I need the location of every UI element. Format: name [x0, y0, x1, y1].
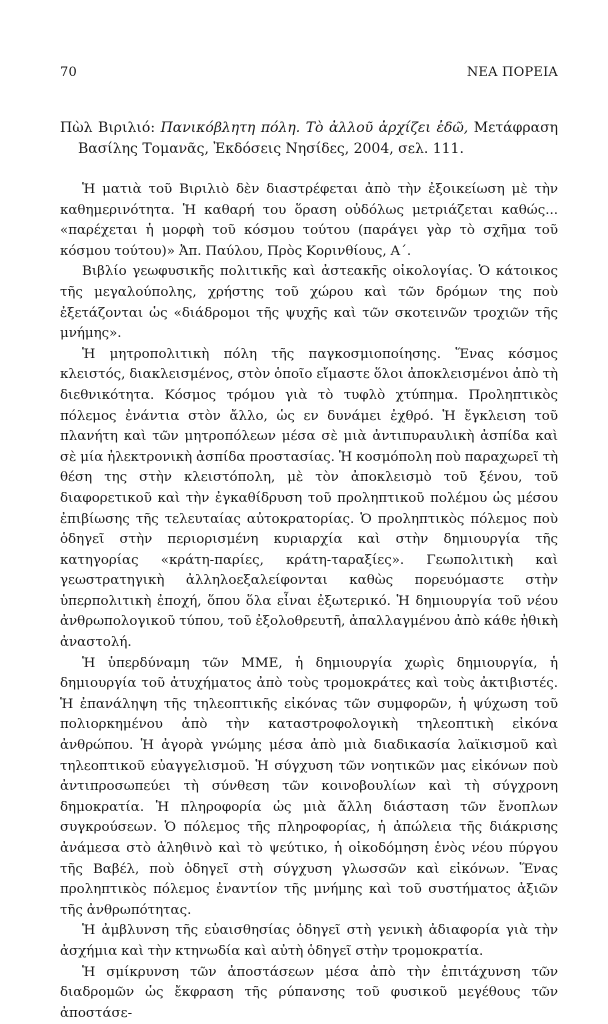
- paragraph-3: Ἡ μητροπολιτικὴ πόλη τῆς παγκοσμιοποίησης. Ἕνας κόσμος κλειστός, διακλεισμένος, στὸν ὁποῖο εἴμαστε ὅλοι ἀποκλεισμένοι ἀπὸ τὴ διεθνικότητα. Κόσμος τρόμου γιὰ τὸ τυφλὸ χτύπημα. Προληπτικὸς πόλεμος ἐνάντια στὸν ἄλλο, ὡς εν δυνάμει ἐχθρό. Ἡ ἔγκλειση τοῦ πλανήτη καὶ τῶν μητροπόλεων μέσα σὲ μιὰ ἀντιπυραυλικὴ ἀσπίδα καὶ σὲ μία ἠλεκτρονικὴ ἀσπίδα προστασίας. Ἡ κοσμόπολη ποὺ παραχωρεῖ τὴ θέση της στὴν κλειστόπολη, μὲ τὸν ἀποκλεισμὸ τοῦ ξένου, τοῦ διαφορετικοῦ καὶ τὴν ἐγκαθίδρυση τοῦ προληπτικοῦ πολέμου ὡς μέσου ἐπιβίωσης τῆς τελευταίας αὐτοκρατορίας. Ὁ προληπτικὸς πόλεμος ποὺ ὁδηγεῖ στὴν περιορισμένη κυριαρχία καὶ στὴν δημιουργία τῆς κατηγορίας «κράτη-παρίες, κράτη-ταραξίες». Γεωπολιτικὴ καὶ γεωστρατηγικὴ ἀλληλοεξαλείφονται καθὼς πορευόμαστε στὴν ὑπερπολιτικὴ ἐποχή, ὅπου ὅλα εἶναι ἐξωτερικό. Ἡ δημιουργία τοῦ νέου ἀνθρωπολογικοῦ τύπου, τοῦ ἐξολοθρευτῆ, ἀπαλλαγμένου ἀπὸ κάθε ἠθικὴ ἀναστολή.: [60, 346, 558, 651]
- book-page: [60, 64, 558, 1024]
- book-citation: [60, 118, 558, 160]
- paragraph-5: Ἡ ἀμβλυνση τῆς εὐαισθησίας ὁδηγεῖ στὴ γενικὴ ἀδιαφορία γιὰ τὴν ἀσχήμια καὶ τὴν κτηνωδία καὶ αὐτὴ ὁδηγεῖ στὴν τρομοκρατία.: [60, 923, 558, 959]
- paragraph-2: Βιβλίο γεωφυσικῆς πολιτικῆς καὶ ἀστεακῆς οἰκολογίας. Ὁ κάτοικος τῆς μεγαλούπολης, χρήστης τοῦ χώρου καὶ τῶν δρόμων της ποὺ ἐξετάζονται ὡς «διάδρομοι τῆς ψυχῆς καὶ τῶν σκοτεινῶν τροχιῶν τῆς μνήμης».: [60, 264, 558, 342]
- citation-author: Πὼλ Βιριλιό:: [60, 120, 156, 136]
- paragraph-6: Ἡ σμίκρυνση τῶν ἀποστάσεων μέσα ἀπὸ τὴν ἐπιτάχυνση τῶν διαδρομῶν ὡς ἔκφραση τῆς ρύπανσης τοῦ φυσικοῦ μεγέθους τῶν ἀποστάσε-: [60, 964, 558, 1021]
- citation-title: Πανικόβλητη πόλη. Τὸ ἀλλοῦ ἀρχίζει ἐδῶ,: [160, 120, 469, 136]
- citation-details: Μετάφραση Βασίλης Τομανᾶς, Ἐκδόσεις Νησίδες, 2004, σελ. 111.: [78, 120, 559, 157]
- page-number: 70: [60, 65, 77, 80]
- paragraph-1: Ἡ ματιὰ τοῦ Βιριλιὸ δὲν διαστρέφεται ἀπὸ τὴν ἐξοικείωση μὲ τὴν καθημερινότητα. Ἡ καθαρή του ὅραση οὐδόλως μετριάζεται καθώς... «παρέχεται ἡ μορφὴ τοῦ κόσμου τούτου (παράγει γὰρ τὸ σχῆμα τοῦ κόσμου τούτου)» Ἀπ. Παύλου, Πρὸς Κορινθίους, Α΄.: [60, 182, 558, 259]
- review-body: [60, 180, 558, 1024]
- journal-title: ΝΕΑ ΠΟΡΕΙΑ: [466, 65, 558, 80]
- paragraph-4: Ἡ ὑπερδύναμη τῶν ΜΜΕ, ἡ δημιουργία χωρὶς δημιουργία, ἡ δημιουργία τοῦ ἀτυχήματος ἀπὸ τοὺς τρομοκράτες καὶ τοὺς ἀκτιβιστές. Ἡ ἐπανάληψη τῆς τηλεοπτικῆς εἰκόνας τῶν συμφορῶν, ἡ ψύχωση τοῦ πολιορκημένου ἀπὸ τὴν καταστροφολογικὴ τηλεοπτικὴ εἰκόνα ἀνθρώπου. Ἡ ἀγορὰ γνώμης μέσα ἀπὸ μιὰ διαδικασία λαϊκισμοῦ καὶ τηλεοπτικοῦ εὐαγγελισμοῦ. Ἡ σύγχυση τῶν νοητικῶν μας εἰκόνων ποὺ ἀντιπροσωπεύει τὴ σύνθεση τῶν κοινοβουλίων καὶ τὴ σύγχρονη δημοκρατία. Ἡ πληροφορία ὡς μιὰ ἄλλη διάσταση τῶν ἔνοπλων συγκρούσεων. Ὁ πόλεμος τῆς πληροφορίας, ἡ ἀπώλεια τῆς διάκρισης ἀνάμεσα στὸ ἀληθινὸ καὶ τὸ ψεύτικο, ἡ οἰκοδόμηση ἑνὸς νέου πύργου τῆς Βαβέλ, ποὺ ὁδηγεῖ στὴ σύγχυση γλωσσῶν καὶ εἰκόνων. Ἕνας προληπτικὸς πόλεμος ἐναντίον τῆς μνήμης καὶ τοῦ συστήματος ἀξιῶν τῆς ἀνθρωπότητας.: [60, 655, 558, 918]
- running-head: [60, 64, 558, 82]
